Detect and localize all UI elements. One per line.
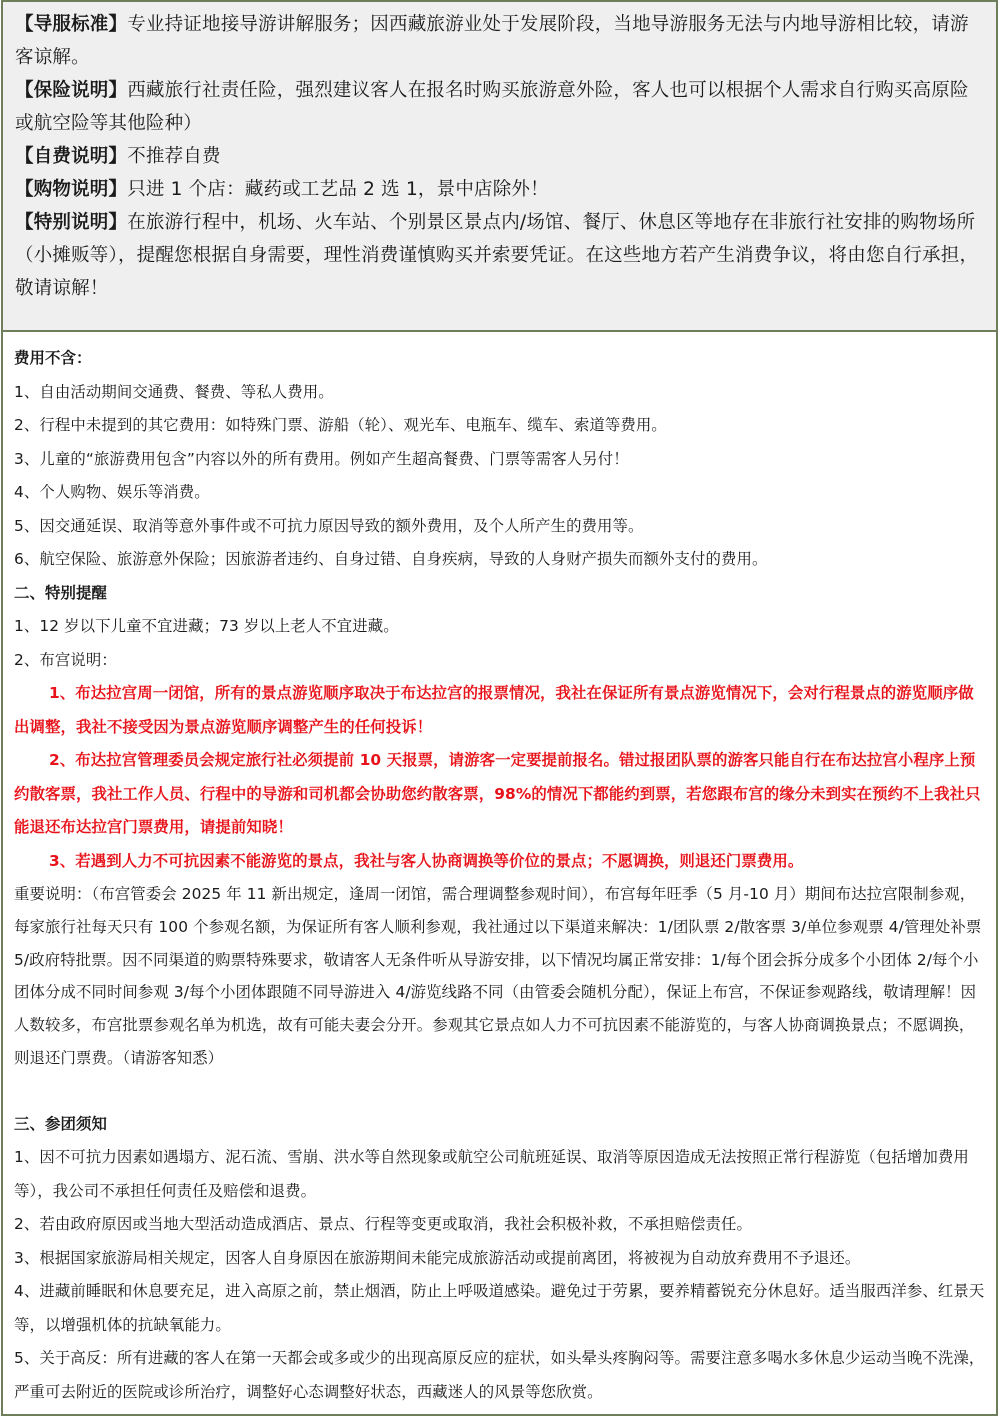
self-pay-note [15, 140, 986, 173]
service-notes-section [3, 2, 996, 332]
guide-standard-text: 专业持证地接导游讲解服务；因西藏旅游业处于发展阶段，当地导游服务无法与内地导游相比较，请游客谅解。 [15, 14, 969, 68]
fees-excluded-heading: 费用不含： [14, 349, 92, 367]
special-note-text: 在旅游行程中，机场、火车站、个别景区景点内/场馆、餐厅、休息区等地存在非旅行社安排的购物场所（小摊贩等），提醒您根据自身需要，理性消费谨慎购买并索要凭证。在这些地方若产生消费争议，将由您自行承担，敬请谅解！ [15, 212, 979, 299]
list-item: 3、儿童的“旅游费用包含”内容以外的所有费用。例如产生超高餐费、门票等需客人另付！ [14, 449, 629, 468]
self-pay-note-text: 不推荐自费 [127, 146, 221, 167]
list-item: 5、因交通延误、取消等意外事件或不可抗力原因导致的额外费用，及个人所产生的费用等。 [14, 516, 644, 535]
list-item: 5、关于高反：所有进藏的客人在第一天都会或多或少的出现高原反应的症状，如头晕头疼胸闷等。需要注意多喝水多休息少运动当晚不洗澡，严重可去附近的医院或诊所治疗，调整好心态调整好状态，西藏迷人的风景等您欣赏。 [14, 1349, 985, 1401]
list-item: 1、12 岁以下儿童不宜进藏；73 岁以上老人不宜进藏。 [14, 617, 399, 635]
shopping-note-label: 【购物说明】 [15, 179, 128, 200]
insurance-note-label: 【保险说明】 [15, 80, 128, 101]
special-note-label: 【特别说明】 [15, 212, 128, 233]
list-item: 2、布宫说明： [14, 650, 117, 669]
shopping-note [15, 173, 986, 206]
list-item: 1、自由活动期间交通费、餐费、等私人费用。 [14, 382, 334, 401]
insurance-note-text: 西藏旅行社责任险，强烈建议客人在报名时购买旅游意外险，客人也可以根据个人需求自行购买高原险或航空险等其他险种） [15, 80, 969, 134]
self-pay-note-label: 【自费说明】 [15, 146, 128, 167]
list-item: 2、行程中未提到的其它费用：如特殊门票、游船（轮）、观光车、电瓶车、缆车、索道等费用。 [14, 416, 667, 434]
joining-notes-heading: 三、参团须知 [14, 1114, 107, 1133]
document-frame [1, 0, 998, 1416]
important-note: 重要说明：（布宫管委会 2025 年 11 新出规定，逢周一闭馆，需合理调整参观时间），布宫每年旺季（5 月-10 月）期间布达拉宫限制参观，每家旅行社每天只有 100 个参观名额，为保证所有客人顺利参观，我社通过以下渠道来解决：1/团队票 2/散客票 3/单位参观票 4/管理处补票 5/政府特批票。因不同渠道的购票特殊要求，敬请客人无条件听从导游安排，以下情况均属正常安排：1/每个团会拆分成多个小团体 2/每个小团体分成不同时间参观 3/每个小团体跟随不同导游进入 4/游览线路不同（由管委会随机分配），保证上布宫，不保证参观路线，敬请理解！因人数较多，布宫批票参观名单为机选，故有可能夫妻会分开。参观其它景点如人力不可抗因素不能游览的，与客人协商调换景点；不愿调换，则退还门票费。（请游客知悉） [14, 885, 982, 1067]
shopping-note-text: 只进 1 个店：藏药或工艺品 2 选 1，景中店除外！ [127, 179, 549, 200]
spacer [14, 1075, 986, 1108]
list-item: 4、个人购物、娱乐等消费。 [14, 483, 210, 501]
list-item: 2、若由政府原因或当地大型活动造成酒店、景点、行程等变更或取消，我社会积极补救，不承担赔偿责任。 [14, 1215, 752, 1234]
special-reminder-heading: 二、特别提醒 [14, 583, 107, 602]
potala-warning: 2、布达拉宫管理委员会规定旅行社必须提前 10 天报票，请游客一定要提前报名。错过报团队票的游客只能自行在布达拉宫小程序上预约散客票，我社工作人员、行程中的导游和司机都会协助您约散客票，98%的情况下都能约到票，若您跟布宫的缘分未到实在预约不上我社只能退还布达拉宫门票费用，请提前知晓！ [14, 751, 981, 836]
guide-standard [15, 8, 986, 74]
details-section [3, 334, 996, 1409]
list-item: 3、根据国家旅游局相关规定，因客人自身原因在旅游期间未能完成旅游活动或提前离团，将被视为自动放弃费用不予退还。 [14, 1248, 861, 1267]
list-item: 6、航空保险、旅游意外保险；因旅游者违约、自身过错、自身疾病，导致的人身财产损失而额外支付的费用。 [14, 550, 768, 568]
list-item: 4、进藏前睡眠和休息要充足，进入高原之前，禁止烟酒，防止上呼吸道感染。避免过于劳累，要养精蓄锐充分休息好。适当服西洋参、红景天等，以增强机体的抗缺氧能力。 [14, 1282, 985, 1334]
potala-warning: 1、布达拉宫周一闭馆，所有的景点游览顺序取决于布达拉宫的报票情况，我社在保证所有景点游览情况下，会对行程景点的游览顺序做出调整，我社不接受因为景点游览顺序调整产生的任何投诉！ [14, 684, 974, 736]
special-note [15, 206, 986, 305]
insurance-note [15, 74, 986, 140]
guide-standard-label: 【导服标准】 [15, 14, 128, 35]
list-item: 1、因不可抗力因素如遇塌方、泥石流、雪崩、洪水等自然现象或航空公司航班延误、取消等原因造成无法按照正常行程游览（包括增加费用等），我公司不承担任何责任及赔偿和退费。 [14, 1148, 969, 1200]
potala-warning: 3、若遇到人力不可抗因素不能游览的景点，我社与客人协商调换等价位的景点；不愿调换，则退还门票费用。 [49, 851, 804, 870]
